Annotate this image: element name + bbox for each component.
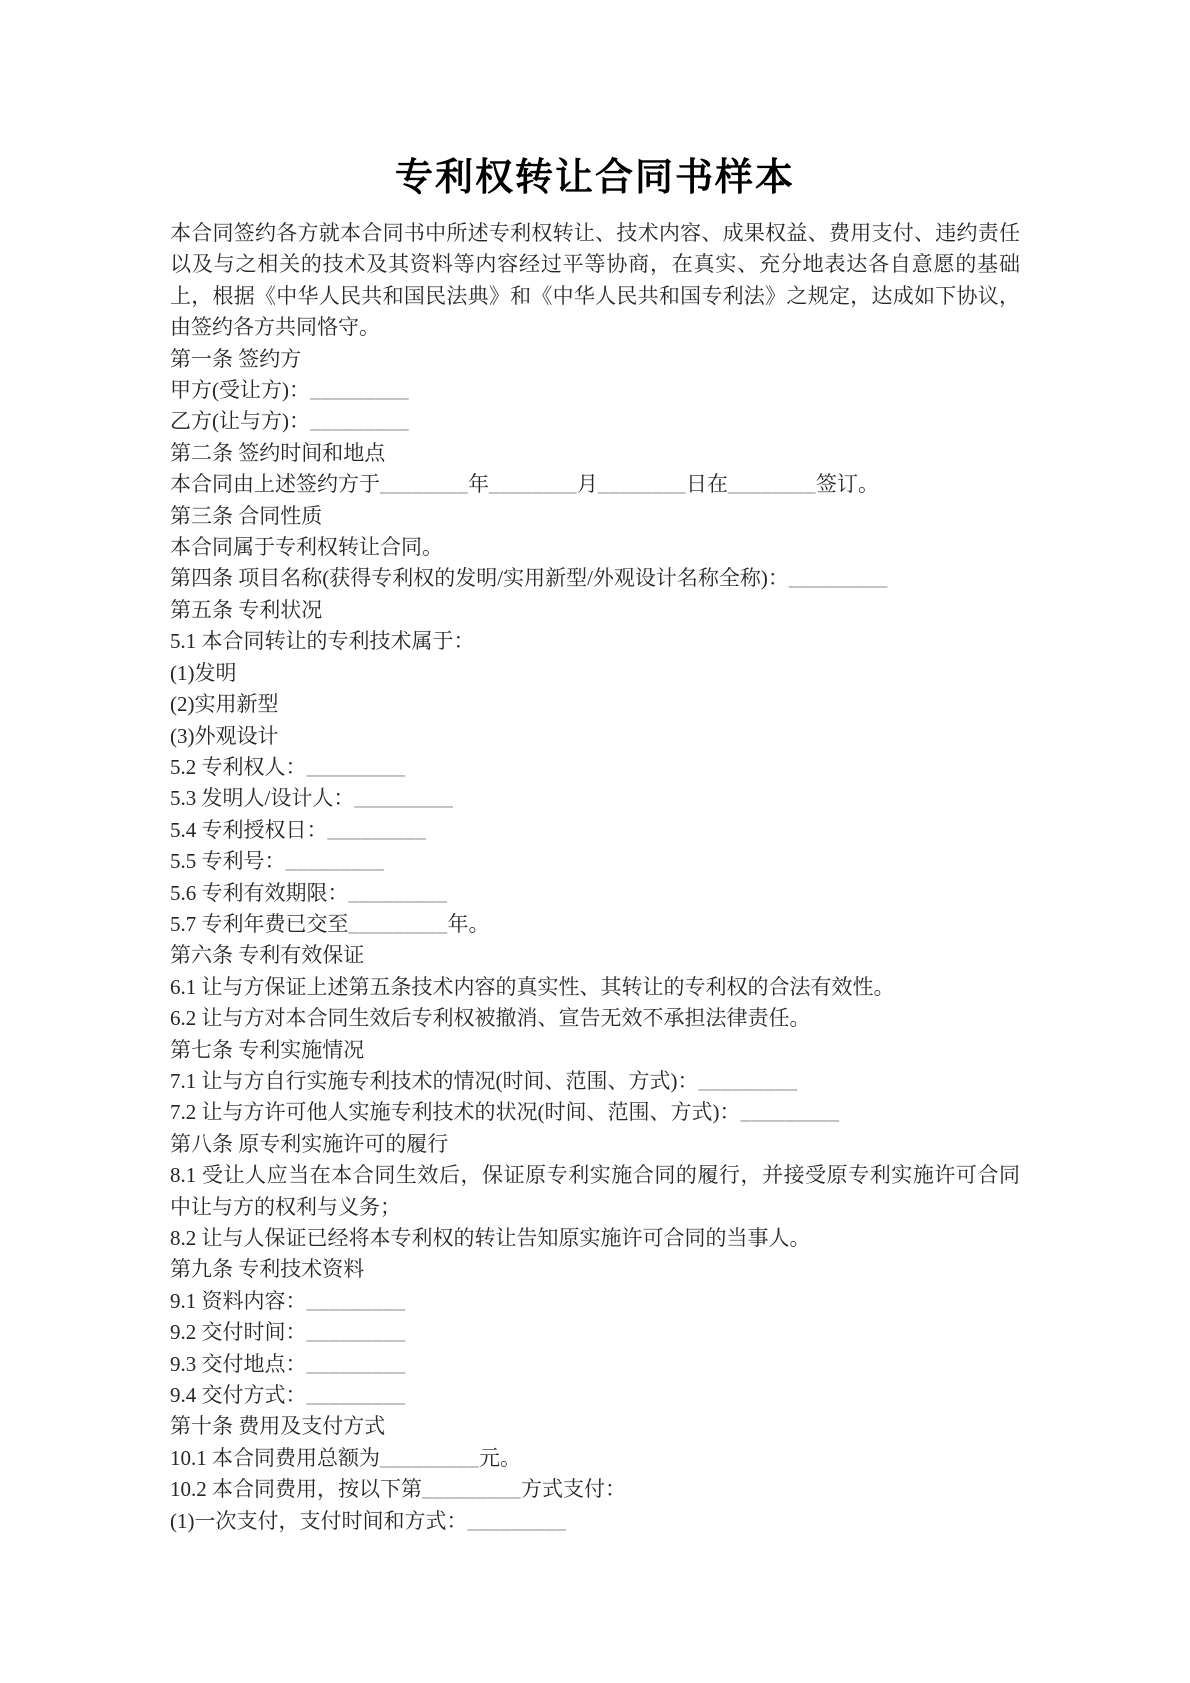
blank-field: _________ (285, 849, 385, 874)
clause-line: 8.2 让与人保证已经将本专利权的转让告知原实施许可合同的当事人。 (170, 1226, 811, 1250)
clause-line: 9.1 资料内容：_________ (170, 1288, 406, 1313)
clause-line: 5.7 专利年费已交至_________年。 (170, 911, 490, 936)
blank-field: _________ (788, 566, 888, 591)
clause-line: (1)发明 (170, 660, 237, 685)
clause-line: 8.1 受让人应当在本合同生效后，保证原专利实施合同的履行，并接受原专利实施许可合同中让与方的权利与义务； (170, 1163, 1020, 1219)
document-title: 专利权转让合同书样本 (394, 157, 795, 199)
blank-field: _________ (348, 911, 448, 936)
blank-field: _________ (310, 409, 409, 434)
clause-line: 5.3 发明人/设计人：_________ (170, 786, 454, 811)
clause-line: (1)一次支付，支付时间和方式：_________ (170, 1508, 567, 1533)
clause-line: 5.4 专利授权日：_________ (170, 817, 427, 842)
clause-line: 7.2 让与方许可他人实施专利技术的状况(时间、范围、方式)：_________ (170, 1100, 840, 1125)
blank-field: _________ (306, 1383, 406, 1408)
blank-field: _________ (348, 880, 448, 905)
clause-line: 5.5 专利号：_________ (170, 849, 385, 874)
blank-field: _________ (467, 1508, 567, 1533)
blank-field: _________ (306, 754, 406, 779)
clause-line: 6.1 让与方保证上述第五条技术内容的真实性、其转让的专利权的合法有效性。 (170, 974, 895, 999)
clause-line: (3)外观设计 (170, 723, 279, 748)
blank-field: _________ (698, 1068, 798, 1093)
article-heading: 第四条 项目名称(获得专利权的发明/实用新型/外观设计名称全称)：_________ (170, 566, 888, 591)
clause-line: 本合同属于专利权转让合同。 (170, 535, 443, 560)
blank-field: _________ (306, 1320, 406, 1345)
blank-field: ________ (598, 472, 686, 497)
blank-field: _________ (354, 786, 454, 811)
clause-line: 5.1 本合同转让的专利技术属于： (170, 629, 475, 654)
article-heading: 第一条 签约方 (170, 346, 302, 371)
clause-line: 乙方(让与方)：_________ (170, 409, 409, 434)
clause-line: 7.1 让与方自行实施专利技术的情况(时间、范围、方式)：_________ (170, 1068, 798, 1093)
blank-field: ________ (489, 472, 577, 497)
blank-field: _________ (422, 1477, 521, 1502)
clause-line: 甲方(受让方)：_________ (170, 378, 409, 403)
clause-line: 5.2 专利权人：_________ (170, 754, 406, 779)
blank-field: _________ (740, 1100, 840, 1125)
article-heading: 第三条 合同性质 (170, 503, 323, 528)
clause-line: 10.1 本合同费用总额为_________元。 (170, 1445, 521, 1470)
clause-line: 6.2 让与方对本合同生效后专利权被撤消、宣告无效不承担法律责任。 (170, 1006, 811, 1031)
blank-field: ________ (380, 472, 468, 497)
article-heading: 第七条 专利实施情况 (170, 1037, 365, 1062)
intro-paragraph: 本合同签约各方就本合同书中所述专利权转让、技术内容、成果权益、费用支付、违约责任以及与之相关的技术及其资料等内容经过平等协商，在真实、充分地表达各自意愿的基础上，根据《中华人民共和国民法典》和《中华人民共和国专利法》之规定，达成如下协议，由签约各方共同恪守。 (170, 221, 1020, 340)
clause-line: 本合同由上述签约方于________年________月________日在________签订。 (170, 472, 879, 497)
article-heading: 第八条 原专利实施许可的履行 (170, 1131, 449, 1156)
clause-line: 9.3 交付地点：_________ (170, 1351, 406, 1376)
article-heading: 第六条 专利有效保证 (170, 943, 365, 968)
blank-field: _________ (306, 1351, 406, 1376)
clause-line: 9.4 交付方式：_________ (170, 1383, 406, 1408)
blank-field: _________ (310, 378, 409, 403)
article-heading: 第二条 签约时间和地点 (170, 440, 386, 465)
article-heading: 第五条 专利状况 (170, 597, 323, 622)
clause-line: 10.2 本合同费用，按以下第_________方式支付： (170, 1477, 626, 1502)
article-heading: 第十条 费用及支付方式 (170, 1414, 386, 1439)
blank-field: _________ (306, 1288, 406, 1313)
blank-field: ________ (728, 472, 816, 497)
article-heading: 第九条 专利技术资料 (170, 1257, 365, 1282)
clause-line: 5.6 专利有效期限：_________ (170, 880, 448, 905)
clause-line: (2)实用新型 (170, 692, 279, 717)
clause-line: 9.2 交付时间：_________ (170, 1320, 406, 1345)
blank-field: _________ (327, 817, 427, 842)
document-body (170, 218, 1020, 1537)
blank-field: _________ (380, 1445, 479, 1470)
